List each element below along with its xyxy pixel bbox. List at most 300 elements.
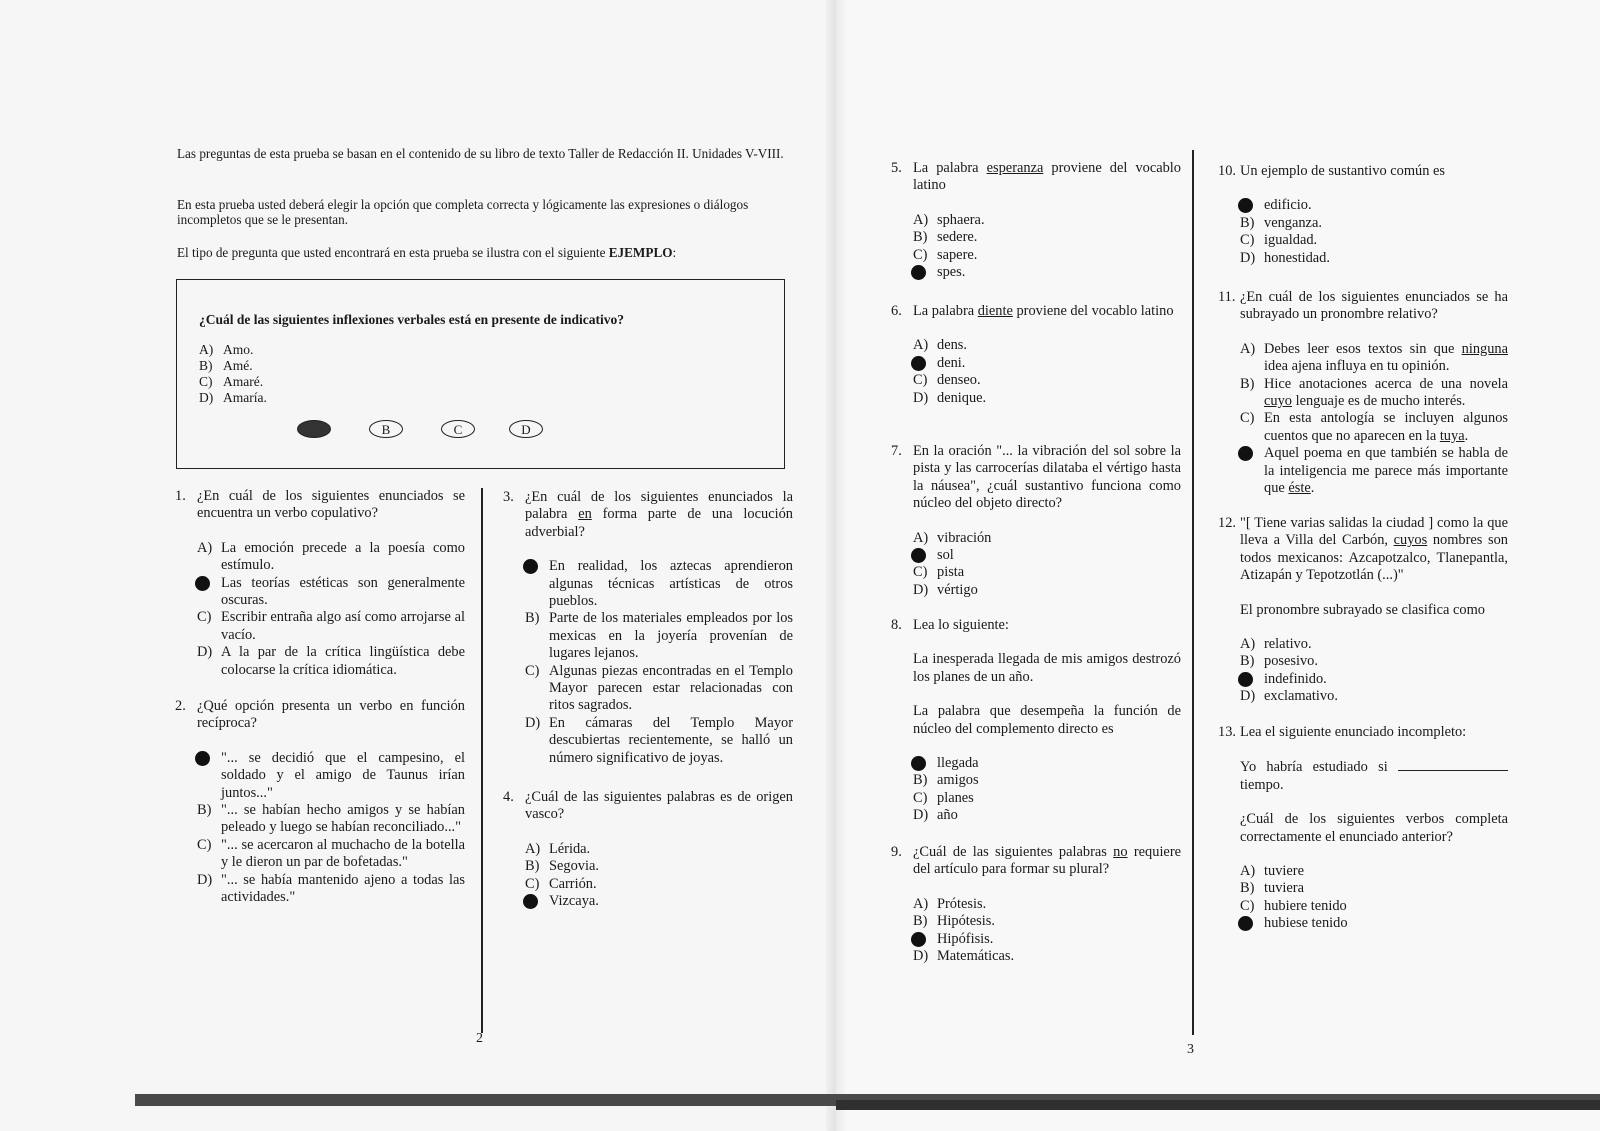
text-segment: ¿Qué opción presenta un verbo en función recíproca? [197,698,465,732]
answer-option[interactable] [1240,232,1508,249]
answer-option[interactable] [1240,445,1508,497]
answer-option[interactable] [1240,215,1508,232]
filled-bubble-icon [911,356,926,371]
text-segment: Un ejemplo de sustantivo común es [1240,163,1446,179]
underlined-word: cuyo [1264,393,1292,410]
option-letter: B) [199,358,213,373]
text-segment: venganza. [1264,214,1322,231]
answer-option[interactable] [913,807,1181,824]
question-number: 11. [1218,289,1236,305]
text-segment: Yo habría estudiado si [1240,759,1398,776]
answer-option[interactable] [913,931,1181,948]
question-number: 3. [503,489,514,505]
text-segment: hubiere tenido [1264,897,1347,914]
question-number: 9. [891,844,902,860]
answer-option[interactable] [1240,915,1508,932]
question-number: 10. [1218,163,1236,179]
option-text [221,575,465,608]
text-segment: Carrión. [549,875,597,892]
text-segment: spes. [937,264,966,281]
option-text [221,872,465,905]
question-8 [891,617,1181,825]
question-number: 12. [1218,515,1236,531]
option-letter: A) [1240,340,1256,357]
filled-answer-mark-icon [913,547,927,564]
option-text [937,931,993,947]
underlined-word: esperanza [986,160,1044,176]
answer-option[interactable] [913,212,1181,229]
text-segment: pista [937,564,965,581]
answer-option[interactable] [1240,898,1508,915]
text-segment: hubiese tenido [1264,915,1348,932]
option-text [937,790,974,806]
filled-answer-mark-icon [913,264,928,281]
question-number: 2. [175,698,186,714]
option-text [221,837,465,870]
option-letter: D) [525,714,541,731]
answer-option[interactable] [525,558,793,610]
option-letter: C) [197,836,212,853]
text-segment: vértigo [937,581,978,598]
answer-option[interactable] [1240,410,1508,445]
question-10 [1218,163,1508,267]
blank-line [1398,758,1508,771]
option-text: Amaría. [223,390,267,405]
text-segment: planes [937,789,974,806]
option-text [1264,898,1347,914]
text-segment: posesivo. [1264,653,1318,670]
question-passage [1240,602,1508,619]
example-box [176,279,785,469]
answer-option[interactable] [913,547,1181,564]
option-text [937,807,958,823]
option-text [221,802,465,835]
text-segment: igualdad. [1264,232,1318,249]
text-segment: El pronombre subrayado se clasifica como [1240,601,1485,618]
text-segment: deni. [937,354,966,371]
question-body [1240,724,1508,933]
answer-option[interactable] [1240,197,1508,214]
option-text [937,772,979,788]
option-text: Amo. [223,342,254,357]
option-text [549,663,793,714]
option-letter: B) [525,610,540,627]
option-text [549,558,793,609]
answer-option[interactable] [1240,880,1508,897]
option-text [1264,915,1348,931]
answer-option[interactable] [913,790,1181,807]
answer-option[interactable] [913,390,1181,407]
answer-bubble[interactable]: C [441,420,475,438]
question-body [197,698,465,906]
text-segment: año [937,807,958,824]
option-letter: B) [913,772,928,789]
answer-option[interactable] [1240,636,1508,653]
text-segment: La inesperada llegada de mis amigos destrozó los planes de un año. [913,651,1181,685]
option-text [937,355,965,371]
filled-bubble-icon [911,265,926,280]
text-segment: ¿Cuál de los siguientes verbos completa correctamente el enunciado anterior? [1240,811,1508,845]
option-text [549,893,599,909]
answer-option[interactable] [913,772,1181,789]
answer-option[interactable] [913,582,1181,599]
answer-option[interactable] [913,355,1181,372]
question-number: 1. [175,488,186,504]
option-text: Amé. [223,358,253,373]
option-letter: A) [197,539,213,556]
text-segment: lenguaje es de mucho interés. [1291,393,1466,410]
question-passage [1240,758,1508,794]
filled-answer-mark-icon [1240,197,1255,214]
intro-paragraph: Las preguntas de esta prueba se basan en el contenido de su libro de texto Taller de Redacción II. Unidades V-VIII. [177,146,784,161]
option-text [1264,445,1508,496]
example-option [199,342,267,358]
answer-option[interactable] [913,337,1181,354]
text-segment: nombres son todos mexicanos: Azcapotzalco, Tlanepantla, Atizapán y Tepotzotlán (...)" [1240,532,1508,584]
option-text [937,264,965,280]
text-segment: "... se había mantenido ajeno a todas las actividades." [221,871,465,906]
question-body [913,303,1181,407]
answer-option[interactable] [525,610,793,662]
text-segment: amigos [937,772,979,789]
question-stem [525,789,793,824]
option-text [937,372,981,388]
answer-option[interactable] [197,872,465,907]
text-segment: La palabra que desempeña la función de núcleo del complemento directo es [913,703,1181,737]
question-9 [891,844,1181,965]
example-label: EJEMPLO [608,245,673,260]
option-text [937,247,977,263]
answer-option[interactable] [197,575,465,610]
answer-option[interactable] [525,876,793,893]
text-segment: ¿Cuál de las siguientes palabras [913,844,1114,860]
text-segment: requiere del artículo para formar su plural? [913,844,1182,878]
option-letter: A) [913,895,929,912]
answer-option[interactable] [197,750,465,802]
option-letter: B) [197,802,212,819]
answer-option[interactable] [525,893,793,910]
option-letter: A) [913,529,929,546]
text-segment: denseo. [937,372,981,389]
question-13 [1218,724,1508,933]
answer-option[interactable] [913,264,1181,281]
text-segment: sol [937,547,954,564]
question-stem [1240,515,1508,585]
text-segment: Las teorías estéticas son generalmente oscuras. [221,574,465,609]
question-12 [1218,515,1508,706]
text-segment: A la par de la crítica lingüística debe colocarse la crítica idiomática. [221,644,465,678]
text-segment: dens. [937,337,967,354]
question-7 [891,443,1181,599]
option-letter: D) [197,871,213,888]
question-stem [1240,724,1508,741]
option-text [221,540,465,573]
text-segment: La emoción precede a la poesía como estímulo. [221,539,465,574]
answer-option[interactable] [913,896,1181,913]
underlined-word: en [578,506,592,523]
example-intro-end: : [672,245,677,260]
answer-option[interactable] [197,837,465,872]
question-3 [503,489,793,767]
question-4 [503,789,793,910]
example-intro [177,245,797,260]
option-letter: B) [1240,214,1255,231]
text-segment: Parte de los materiales empleados por los mexicas en la joyería provenían de lugares lejanos. [549,610,793,662]
option-letter: B) [913,913,928,930]
filled-answer-mark-icon [197,575,211,592]
text-segment: La palabra [913,160,987,176]
option-text [1264,410,1508,443]
answer-option[interactable] [525,841,793,858]
question-stem [197,488,465,523]
option-text [937,755,979,771]
answer-option[interactable] [1240,671,1508,688]
text-segment: En realidad, los aztecas aprendieron algunas técnicas artísticas de otros pueblos. [549,558,793,610]
text-segment: En esta antología se incluyen algunos cuentos que no aparecen en la [1264,410,1508,444]
text-segment: Segovia. [549,858,599,875]
option-letter: A) [525,840,541,857]
option-letter: C) [1240,410,1255,427]
example-options [199,342,267,406]
text-segment: ¿En cuál de los siguientes enunciados se ha subrayado un pronombre relativo? [1240,289,1508,323]
option-text [1264,341,1508,374]
option-letter: D) [913,807,929,824]
option-letter: A) [1240,863,1256,880]
text-segment: sphaera. [937,211,985,228]
option-letter: D) [197,644,213,661]
option-letter: B) [525,858,540,875]
answer-option[interactable] [525,858,793,875]
question-body [1240,515,1508,706]
option-text [937,564,964,580]
option-text [1264,215,1322,231]
option-letter: B) [913,229,928,246]
answer-option[interactable] [1240,863,1508,880]
answer-option[interactable] [197,609,465,644]
text-segment: . [1464,427,1469,444]
option-text [937,547,954,563]
option-text [1264,880,1304,896]
answer-option[interactable] [197,802,465,837]
option-letter: D) [913,581,929,598]
question-stem [913,443,1181,513]
text-segment: La palabra [913,303,978,319]
answer-option[interactable] [525,663,793,715]
question-body [913,844,1181,965]
text-segment: Escribir entraña algo así como arrojarse al vacío. [221,609,465,643]
question-number: 5. [891,160,902,176]
text-segment: Matemáticas. [937,948,1015,965]
answer-option[interactable] [197,540,465,575]
text-segment: Aquel poema en que también se habla de la inteligencia me parece más importante que [1264,445,1508,497]
option-text [549,715,793,766]
answer-option[interactable] [913,229,1181,246]
underlined-word: éste [1288,480,1311,497]
option-text [937,229,977,245]
filled-bubble-icon [911,932,926,947]
question-number: 6. [891,303,902,319]
page-number: 3 [1187,1042,1194,1057]
option-letter: D) [199,390,214,405]
column-divider [1192,150,1194,1035]
filled-answer-mark-icon [913,355,927,372]
text-segment: ¿En cuál de los siguientes enunciados la palabra [525,489,793,523]
filled-bubble-icon [1238,198,1253,213]
text-segment: Algunas piezas encontradas en el Templo Mayor parecen estar relacionadas con ritos sagrados. [549,662,793,714]
option-letter: A) [199,342,214,357]
text-segment: indefinido. [1264,670,1327,687]
question-number: 13. [1218,724,1236,740]
question-5 [891,160,1181,281]
filled-bubble-icon [523,559,538,574]
question-stem [913,844,1181,879]
answer-option[interactable] [1240,341,1508,376]
underlined-word: diente [977,303,1013,319]
text-segment: ¿En cuál de los siguientes enunciados se encuentra un verbo copulativo? [197,488,465,522]
text-segment: exclamativo. [1264,688,1338,705]
text-segment: llegada [937,755,979,772]
question-2 [175,698,465,906]
option-letter: C) [1240,897,1255,914]
question-stem [1240,289,1508,324]
filled-bubble-icon [195,576,210,591]
option-text [549,876,597,892]
option-text [937,913,995,929]
text-segment: tuviera [1264,880,1304,897]
text-segment: Hice anotaciones acerca de una novela [1264,375,1508,392]
filled-answer-mark-icon [1240,915,1255,932]
text-segment: tuviere [1264,863,1304,880]
answer-option[interactable] [913,755,1181,772]
option-text [549,841,590,857]
text-segment: Hipótesis. [937,913,995,930]
option-text [1264,197,1312,213]
text-segment: "... se habían hecho amigos y se habían peleado y luego se habían reconciliado..." [221,802,465,836]
option-letter: B) [1240,375,1255,392]
option-text [937,390,986,406]
answer-option[interactable] [1240,250,1508,267]
text-segment: edificio. [1264,197,1312,214]
option-text [1264,863,1304,879]
text-segment: . [1310,480,1315,497]
answer-bubble[interactable] [297,420,331,438]
answer-option[interactable] [913,530,1181,547]
option-text [549,858,599,874]
option-letter: D) [1240,249,1256,266]
option-letter: D) [913,948,929,965]
text-segment: Hipófisis. [937,930,994,947]
filled-answer-mark-icon [1240,671,1254,688]
question-body [913,617,1181,825]
question-stem [913,617,1181,634]
filled-bubble-icon [911,756,926,771]
option-letter: B) [1240,653,1255,670]
answer-bubble[interactable]: B [369,420,403,438]
option-text: Amaré. [223,374,264,389]
question-number: 4. [503,789,514,805]
option-letter: A) [1240,636,1256,653]
scan-edge-bar [836,1100,1600,1110]
option-text [1264,376,1508,409]
filled-answer-mark-icon [913,931,927,948]
filled-answer-mark-icon [1240,445,1255,462]
answer-option[interactable] [913,372,1181,389]
option-text [937,896,986,912]
question-stem [913,160,1181,195]
text-segment: Lérida. [549,840,591,857]
page-gutter [826,0,846,1131]
question-body [913,160,1181,281]
intro-paragraph: En esta prueba usted deberá elegir la opción que completa correcta y lógicamente las expresiones o diálogos incompletos que se le presentan. [177,197,749,227]
answer-option[interactable] [1240,653,1508,670]
answer-option[interactable] [913,564,1181,581]
text-segment: Lea el siguiente enunciado incompleto: [1240,724,1467,740]
option-text [1264,671,1327,687]
option-text [1264,688,1338,704]
option-text [937,337,967,353]
filled-answer-mark-icon [525,893,540,910]
option-letter: D) [913,389,929,406]
question-number: 7. [891,443,902,459]
question-body [913,443,1181,599]
text-segment: sedere. [937,229,978,246]
filled-bubble-icon [1238,916,1253,931]
answer-option[interactable] [913,247,1181,264]
underlined-word: tuya [1439,427,1465,444]
question-stem [913,303,1181,320]
answer-option[interactable] [913,948,1181,965]
option-letter: C) [199,374,213,389]
text-segment: tiempo. [1240,776,1284,793]
answer-option[interactable] [525,715,793,767]
underlined-word: ninguna [1461,340,1508,357]
question-stem [197,698,465,733]
filled-answer-mark-icon [913,755,928,772]
text-segment: Debes leer esos textos sin que [1264,340,1462,357]
option-letter: C) [525,875,540,892]
example-option [199,358,267,374]
question-passage [1240,811,1508,846]
option-text [937,582,978,598]
answer-option[interactable] [913,913,1181,930]
question-stem [1240,163,1508,180]
option-text [1264,636,1312,652]
option-text [937,530,991,546]
answer-bubble[interactable]: D [509,420,543,438]
option-letter: A) [913,337,929,354]
answer-option[interactable] [1240,688,1508,705]
option-letter: C) [913,789,928,806]
answer-option[interactable] [197,644,465,679]
question-number: 8. [891,617,902,633]
question-body [525,489,793,767]
option-text [1264,653,1318,669]
answer-option[interactable] [1240,376,1508,411]
question-passage [913,703,1181,738]
question-6 [891,303,1181,407]
option-text [1264,232,1317,248]
filled-bubble-icon [911,548,926,563]
filled-bubble-icon [1238,446,1253,461]
text-segment: proviene del vocablo latino [1012,303,1174,319]
example-option [199,390,267,406]
option-text [549,610,793,661]
question-body [525,789,793,910]
option-text [937,212,985,228]
page-number: 2 [476,1031,483,1046]
text-segment: sapere. [937,246,978,263]
option-text [221,644,465,677]
